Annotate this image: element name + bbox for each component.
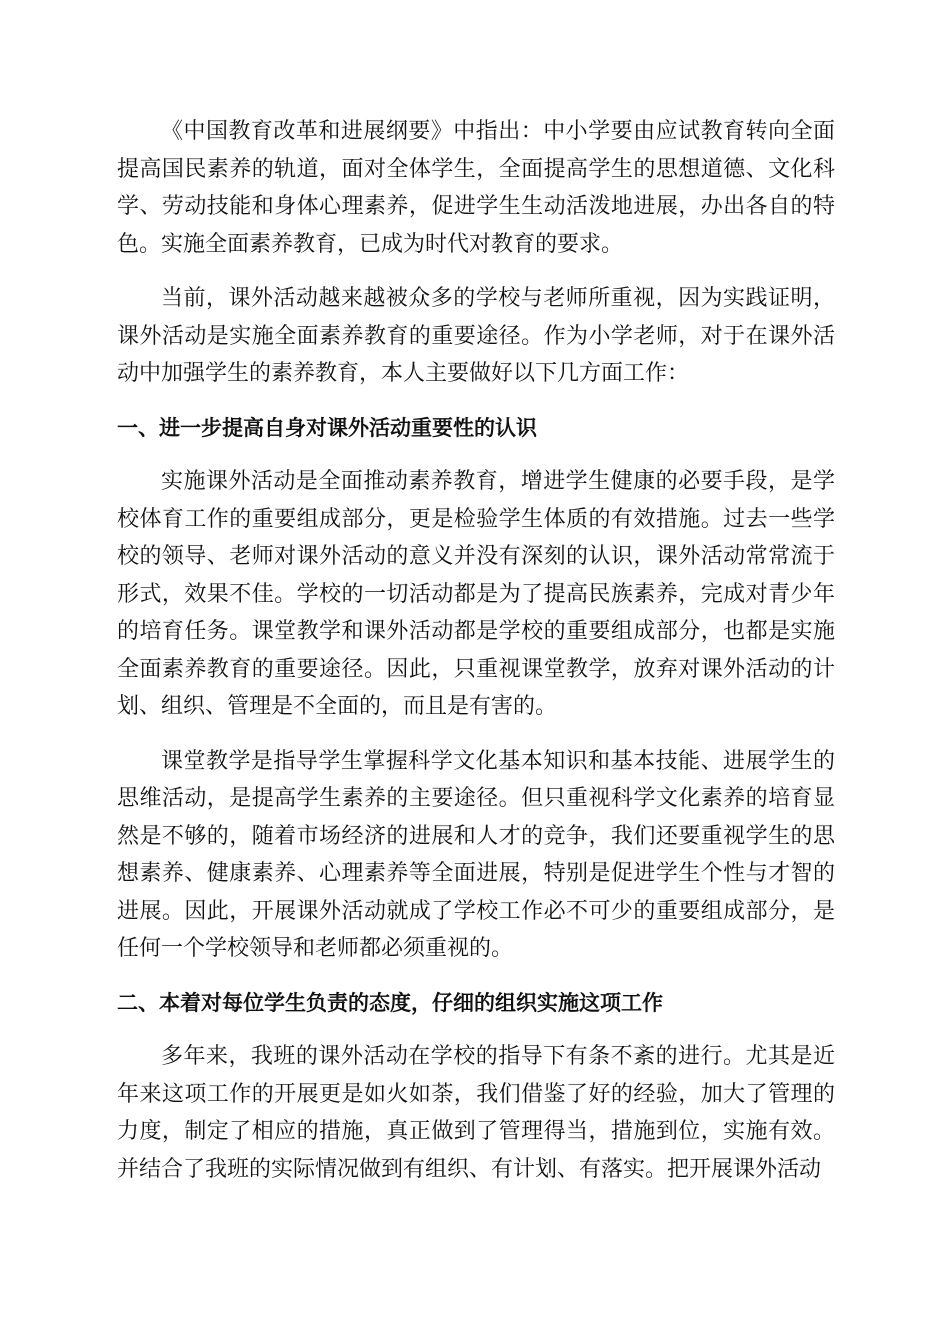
section-heading-2: 二、本着对每位学生负责的态度，仔细的组织实施这项工作 [117,990,663,1015]
paragraph-section2-a: 多年来，我班的课外活动在学校的指导下有条不紊的进行。尤其是近年来这项工作的开展更是如火如荼，我们借鉴了好的经验，加大了管理的力度，制定了相应的措施，真正做到了管理得当，措施到位，实施有效。并结合了我班的实际情况做到有组织、有计划、有落实。把开展课外活动 [117,1044,835,1182]
section-heading-1: 一、进一步提高自身对课外活动重要性的认识 [117,415,537,440]
document-body [117,113,835,1205]
paragraph-current: 当前，课外活动越来越被众多的学校与老师所重视，因为实践证明，课外活动是实施全面素养教育的重要途径。作为小学老师，对于在课外活动中加强学生的素养教育，本人主要做好以下几方面工作： [117,286,835,386]
paragraph-intro: 《中国教育改革和进展纲要》中指出：中小学要由应试教育转向全面提高国民素养的轨道，面对全体学生，全面提高学生的思想道德、文化科学、劳动技能和身体心理素养，促进学生生动活泼地进展，办出各自的特色。实施全面素养教育，已成为时代对教育的要求。 [117,119,835,257]
paragraph-section1-b: 课堂教学是指导学生掌握科学文化基本知识和基本技能、进展学生的思维活动，是提高学生素养的主要途径。但只重视科学文化素养的培育显然是不够的，随着市场经济的进展和人才的竞争，我们还要重视学生的思想素养、健康素养、心理素养等全面进展，特别是促进学生个性与才智的进展。因此，开展课外活动就成了学校工作必不可少的重要组成部分，是任何一个学校领导和老师都必须重视的。 [117,748,835,961]
paragraph-section1-a: 实施课外活动是全面推动素养教育，增进学生健康的必要手段，是学校体育工作的重要组成部分，更是检验学生体质的有效措施。过去一些学校的领导、老师对课外活动的意义并没有深刻的认识，课外活动常常流于形式，效果不佳。学校的一切活动都是为了提高民族素养，完成对青少年的培育任务。课堂教学和课外活动都是学校的重要组成部分，也都是实施全面素养教育的重要途径。因此，只重视课堂教学，放弃对课外活动的计划、组织、管理是不全面的，而且是有害的。 [117,469,835,719]
